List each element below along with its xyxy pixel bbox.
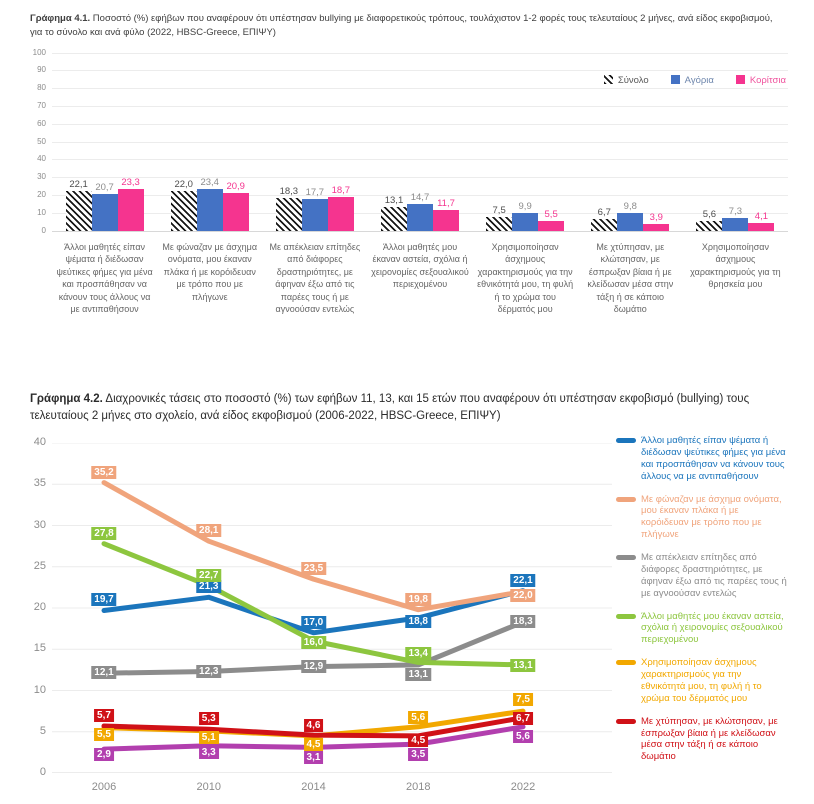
point-label-ethnicity-slurs: 5,5 bbox=[94, 728, 114, 741]
legend-swatch-exclusion bbox=[616, 555, 636, 560]
y-tick-label: 20 bbox=[37, 189, 46, 199]
chart1-title-text: Ποσοστό (%) εφήβων που αναφέρουν ότι υπέστησαν bullying με διαφορετικούς τρόπους, τουλάχιστον 1-2 φορές τους τελευταίους 2 μήνες, ανά είδος εκφοβισμού, για το σύνολο και ανά φύλο (2022, HBSC-Greece, ΕΠΙΨΥ) bbox=[30, 13, 773, 39]
bar-boys bbox=[617, 201, 643, 230]
y-tick-label: 35 bbox=[33, 477, 46, 490]
bar-value-label: 14,7 bbox=[410, 192, 430, 204]
y-tick-label: 40 bbox=[37, 154, 46, 164]
grid-line bbox=[52, 177, 788, 178]
bar-girls bbox=[748, 211, 774, 230]
bar-total bbox=[66, 179, 92, 230]
category-label: Χρησιμοποίησαν άσχημους χαρακτηρισμούς για την εθνικότητά μου, τη φυλή ή το χρώμα του δέρματός μου bbox=[477, 241, 574, 315]
point-label-lies-rumors: 18,8 bbox=[406, 615, 431, 628]
category-label: Με φώναζαν με άσχημα ονόματα, μου έκαναν πλάκα ή με κορόιδευαν με τρόπο που με πλήγωνε bbox=[162, 241, 258, 302]
point-label-name-calling: 23,5 bbox=[301, 562, 326, 575]
point-label-exclusion: 12,9 bbox=[301, 660, 326, 673]
x-tick-label: 2014 bbox=[301, 781, 326, 793]
point-label-religion-slurs: 3,5 bbox=[408, 748, 428, 761]
bar-group bbox=[473, 200, 578, 231]
bar-girls bbox=[118, 177, 144, 230]
x-tick-label: 2006 bbox=[91, 781, 117, 793]
bar-boys bbox=[722, 205, 748, 231]
legend-label: Άλλοι μαθητές μου έκαναν αστεία, σχόλια ή χειρονομίες σεξουαλικού περιεχομένου bbox=[641, 610, 784, 646]
point-label-physical: 4,5 bbox=[408, 734, 428, 747]
grid-line bbox=[52, 70, 788, 71]
bar-value-label: 5,6 bbox=[702, 208, 717, 220]
legend-item-boys[interactable] bbox=[671, 75, 714, 86]
legend-swatch-sexual-jokes bbox=[616, 614, 636, 619]
point-label-sexual-jokes: 13,4 bbox=[406, 647, 431, 660]
chart2-title bbox=[30, 391, 774, 426]
category-label: Με απέκλειαν επίτηδες από διάφορες δραστηριότητες, με άφηναν έξω από τις παρέες τους ή με αγνοούσαν εντελώς bbox=[269, 241, 361, 315]
point-label-name-calling: 19,8 bbox=[406, 593, 431, 606]
bar-value-label: 20,7 bbox=[95, 181, 114, 193]
grid-line bbox=[52, 124, 788, 125]
point-label-exclusion: 12,3 bbox=[196, 665, 221, 678]
legend-label: Κορίτσια bbox=[749, 74, 786, 86]
bar-group bbox=[262, 185, 367, 230]
chart1-title bbox=[30, 12, 782, 41]
bar-value-label: 22,1 bbox=[69, 179, 88, 191]
legend-swatch-girls bbox=[736, 75, 745, 84]
bar-value-label: 9,8 bbox=[623, 201, 637, 213]
bar-value-label: 11,7 bbox=[437, 197, 455, 209]
bar-value-label: 17,7 bbox=[305, 187, 325, 198]
point-label-physical: 4,6 bbox=[304, 719, 324, 732]
bar-group bbox=[157, 176, 262, 231]
legend-swatch-boys bbox=[671, 75, 680, 84]
x-tick-label: 2018 bbox=[406, 781, 431, 793]
y-tick-label: 50 bbox=[37, 136, 46, 146]
legend-item-exclusion[interactable] bbox=[616, 552, 788, 600]
y-tick-label: 10 bbox=[33, 683, 46, 696]
point-label-physical: 6,7 bbox=[513, 712, 533, 725]
point-label-lies-rumors: 21,3 bbox=[196, 580, 221, 593]
bar-value-label: 7,5 bbox=[492, 205, 506, 217]
y-tick-label: 80 bbox=[37, 83, 46, 93]
category-label: Άλλοι μαθητές μου έκαναν αστεία, σχόλια ή χειρονομίες σεξουαλικού περιεχομένου bbox=[371, 241, 469, 290]
legend-item-girls[interactable] bbox=[736, 75, 786, 86]
bar-girls bbox=[538, 208, 564, 231]
legend-label: Αγόρια bbox=[684, 74, 714, 86]
y-tick-label: 10 bbox=[37, 207, 46, 217]
legend-item-lies-rumors[interactable] bbox=[616, 435, 788, 483]
point-label-lies-rumors: 22,1 bbox=[510, 574, 535, 587]
legend-item-physical[interactable] bbox=[616, 716, 788, 764]
bar-girls bbox=[223, 181, 249, 230]
chart1-title-prefix: Γράφημα 4.1. bbox=[30, 13, 91, 24]
y-tick-label: 25 bbox=[33, 559, 46, 572]
point-label-religion-slurs: 3,1 bbox=[304, 751, 324, 764]
legend-swatch-lies-rumors bbox=[616, 438, 636, 443]
bar-group bbox=[683, 205, 788, 231]
point-label-ethnicity-slurs: 4,5 bbox=[304, 738, 324, 751]
line-chart-plot-area bbox=[30, 433, 616, 804]
y-tick-label: 20 bbox=[33, 601, 46, 613]
y-tick-label: 40 bbox=[33, 436, 46, 448]
category-label: Χρησιμοποίησαν άσχημους χαρακτηρισμούς για τη θρησκεία μου bbox=[690, 241, 781, 290]
point-label-sexual-jokes: 27,8 bbox=[91, 527, 116, 540]
legend-label: Σύνολο bbox=[617, 74, 649, 86]
point-label-ethnicity-slurs: 5,1 bbox=[199, 731, 219, 744]
bar-value-label: 18,7 bbox=[331, 185, 351, 197]
point-label-exclusion: 18,3 bbox=[510, 615, 535, 628]
y-tick-label: 0 bbox=[41, 225, 46, 235]
bar-total bbox=[276, 185, 302, 231]
bar-boys bbox=[92, 181, 118, 231]
point-label-religion-slurs: 3,3 bbox=[199, 746, 219, 759]
bar-boys bbox=[512, 200, 538, 231]
grid-line bbox=[52, 231, 788, 232]
y-tick-label: 70 bbox=[37, 100, 46, 110]
bar-value-label: 22,0 bbox=[174, 179, 193, 191]
bar-total bbox=[381, 195, 407, 230]
legend-label: Με απέκλειαν επίτηδες από διάφορες δραστηριότητες, με άφηναν έξω από τις παρέες τους ή με αγνοούσαν εντελώς bbox=[641, 552, 787, 599]
bar-value-label: 5,5 bbox=[544, 208, 558, 220]
bar-chart-legend bbox=[604, 75, 786, 86]
point-label-name-calling: 35,2 bbox=[91, 466, 116, 479]
point-label-ethnicity-slurs: 7,5 bbox=[513, 693, 533, 706]
point-label-name-calling: 28,1 bbox=[196, 524, 221, 537]
bar-value-label: 6,7 bbox=[597, 206, 611, 218]
bar-chart-section bbox=[30, 12, 788, 333]
grid-line bbox=[52, 159, 788, 160]
y-tick-label: 100 bbox=[32, 47, 46, 57]
legend-item-ethnicity-slurs[interactable] bbox=[616, 657, 788, 705]
bar-value-label: 18,3 bbox=[279, 185, 299, 197]
bar-boys bbox=[302, 187, 328, 231]
bar-chart-category-axis bbox=[52, 241, 788, 317]
y-tick-label: 30 bbox=[37, 172, 46, 182]
bar-value-label: 4,1 bbox=[754, 211, 769, 223]
bar-value-label: 7,3 bbox=[728, 205, 743, 217]
point-label-physical: 5,3 bbox=[199, 712, 219, 725]
bar-total bbox=[591, 206, 617, 231]
bar-boys bbox=[197, 176, 223, 231]
bar-value-label: 23,4 bbox=[200, 176, 219, 188]
grid-line bbox=[52, 53, 788, 54]
point-label-religion-slurs: 5,6 bbox=[513, 730, 533, 743]
point-label-physical: 5,7 bbox=[94, 709, 114, 722]
legend-swatch-total bbox=[604, 75, 613, 84]
y-tick-label: 30 bbox=[33, 518, 46, 531]
line-series-name-calling bbox=[104, 483, 523, 610]
point-label-sexual-jokes: 13,1 bbox=[510, 659, 535, 672]
bar-girls bbox=[328, 185, 354, 230]
bar-group bbox=[367, 192, 472, 230]
line-chart-legend bbox=[616, 433, 788, 804]
legend-swatch-physical bbox=[616, 719, 636, 724]
y-tick-label: 15 bbox=[33, 642, 46, 655]
legend-item-name-calling[interactable] bbox=[616, 494, 788, 542]
grid-line bbox=[52, 88, 788, 89]
x-tick-label: 2010 bbox=[196, 781, 221, 793]
bar-girls bbox=[433, 197, 459, 231]
bar-total bbox=[696, 208, 722, 231]
point-label-exclusion: 13,1 bbox=[406, 668, 431, 681]
chart2-title-text: Διαχρονικές τάσεις στο ποσοστό (%) των εφήβων 11, 13, και 15 ετών που αναφέρουν ότι υπέστησαν εκφοβισμό (bullying) τους τελευταίους 2 μήνες στο σχολείο, ανά είδος εκφοβισμού (2006-2022, HBSC-Greece, ΕΠΙΨΥ) bbox=[30, 392, 750, 422]
legend-item-sexual-jokes[interactable] bbox=[616, 611, 788, 647]
point-label-ethnicity-slurs: 5,6 bbox=[408, 711, 428, 724]
chart2-title-prefix: Γράφημα 4.2. bbox=[30, 392, 103, 405]
bar-total bbox=[486, 205, 512, 230]
y-tick-label: 5 bbox=[39, 724, 46, 737]
legend-swatch-name-calling bbox=[616, 497, 636, 502]
bar-value-label: 13,1 bbox=[384, 195, 404, 207]
point-label-lies-rumors: 17,0 bbox=[301, 616, 326, 629]
category-label: Με χτύπησαν, με κλώτσησαν, με έσπρωξαν βίαια ή με κλείδωσαν μέσα στην τάξη ή σε κάποιο δωμάτιο bbox=[587, 241, 674, 315]
bar-chart bbox=[30, 43, 788, 333]
bar-group bbox=[578, 201, 683, 230]
x-tick-label: 2022 bbox=[510, 781, 536, 793]
bar-total bbox=[171, 179, 197, 230]
legend-label: Χρησιμοποίησαν άσχημους χαρακτηρισμούς για την εθνικότητά μου, τη φυλή ή το χρώμα του δέρματός μου bbox=[641, 657, 762, 704]
point-label-exclusion: 12,1 bbox=[91, 666, 116, 679]
point-label-sexual-jokes: 16,0 bbox=[301, 636, 326, 649]
bar-group bbox=[52, 177, 157, 230]
grid-line bbox=[52, 142, 788, 143]
line-chart-section bbox=[30, 391, 788, 804]
grid-line bbox=[52, 106, 788, 107]
point-label-name-calling: 22,0 bbox=[510, 589, 535, 602]
legend-item-total[interactable] bbox=[604, 75, 649, 86]
point-label-lies-rumors: 19,7 bbox=[91, 593, 116, 606]
bar-value-label: 23,3 bbox=[121, 177, 140, 189]
y-tick-label: 90 bbox=[37, 65, 46, 75]
bar-girls bbox=[643, 211, 669, 231]
bar-boys bbox=[407, 192, 433, 230]
bar-value-label: 9,9 bbox=[518, 200, 532, 212]
point-label-religion-slurs: 2,9 bbox=[94, 748, 114, 761]
point-label-sexual-jokes: 22,7 bbox=[196, 569, 221, 582]
legend-swatch-ethnicity-slurs bbox=[616, 660, 636, 665]
line-chart bbox=[30, 433, 788, 804]
legend-label: Με χτύπησαν, με κλώτσησαν, με έσπρωξαν βίαια ή με κλείδωσαν μέσα στην τάξη ή σε κάποιο δωμάτιο bbox=[641, 715, 778, 763]
category-label: Άλλοι μαθητές είπαν ψέματα ή διέδωσαν ψεύτικες φήμες για μένα και προσπάθησαν να κάνουν τους άλλους να με αντιπαθήσουν bbox=[56, 241, 153, 315]
legend-label: Άλλοι μαθητές είπαν ψέματα ή διέδωσαν ψεύτικες φήμες για μένα και προσπάθησαν να κάνουν τους άλλους να με αντιπαθήσουν bbox=[641, 435, 786, 482]
bar-value-label: 20,9 bbox=[226, 181, 245, 193]
legend-label: Με φώναζαν με άσχημα ονόματα, μου έκαναν πλάκα ή με κορόιδευαν με τρόπο που με πλήγωνε bbox=[641, 493, 782, 541]
y-tick-label: 0 bbox=[39, 766, 46, 778]
y-tick-label: 60 bbox=[37, 118, 46, 128]
bar-value-label: 3,9 bbox=[649, 211, 663, 223]
